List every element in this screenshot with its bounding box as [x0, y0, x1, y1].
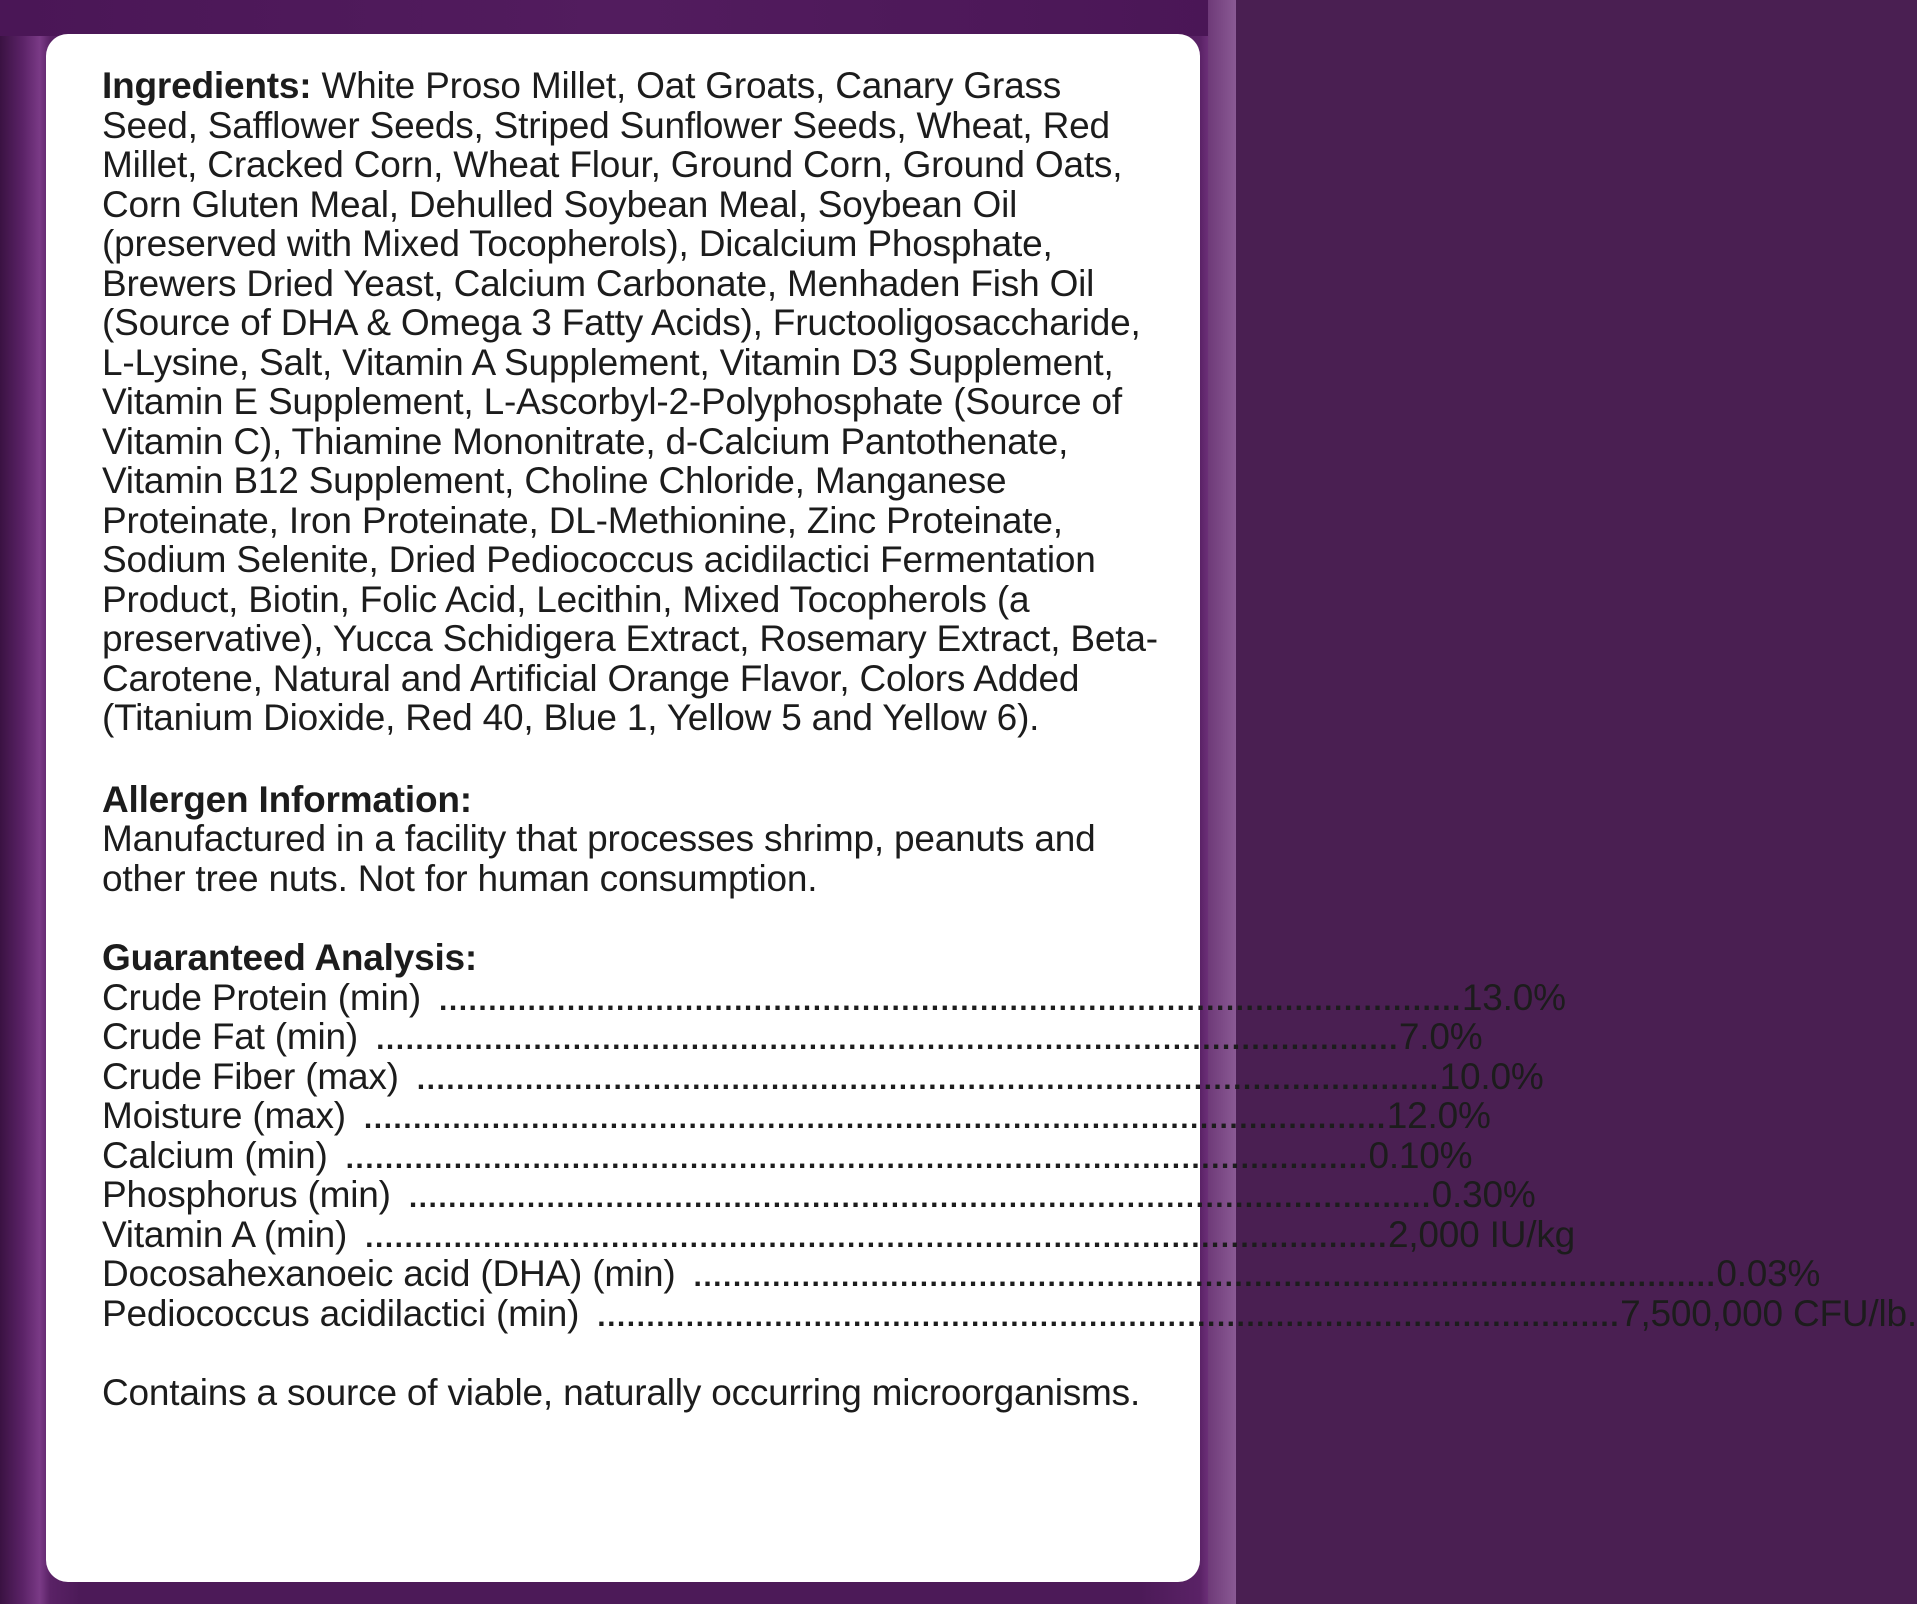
- dot-leader: ........................................................................................................: [376, 1023, 1399, 1056]
- ingredients-text: White Proso Millet, Oat Groats, Canary Grass Seed, Safflower Seeds, Striped Sunflower Seeds, Wheat, Red Millet, Cracked Corn, Wheat Flour, Ground Corn, Ground Oats, Corn Gluten Meal, Dehulled Soybean Meal, Soybean Oil (preserved with Mixed Tocopherols), Dicalcium Phosphate, Brewers Dried Yeast, Calcium Carbonate, Menhaden Fish Oil (Source of DHA & Omega 3 Fatty Acids), Fructooligosaccharide, L-Lysine, Salt, Vitamin A Supplement, Vitamin D3 Supplement, Vitamin E Supplement, L-Ascorbyl-2-Polyphosphate (Source of Vitamin C), Thiamine Mononitrate, d-Calcium Pantothenate, Vitamin B12 Supplement, Choline Chloride, Manganese Proteinate, Iron Proteinate, DL-Methionine, Zinc Proteinate, Sodium Selenite, Dried Pediococcus acidilactici Fermentation Product, Biotin, Folic Acid, Lecithin, Mixed Tocopherols (a preservative), Yucca Schidigera Extract, Rosemary Extract, Beta-Carotene, Natural and Artificial Orange Flavor, Colors Added (Titanium Dioxide, Red 40, Blue 1, Yellow 5 and Yellow 6).: [102, 65, 1158, 738]
- allergen-section: [102, 780, 1160, 899]
- allergen-label: Allergen Information:: [102, 778, 472, 820]
- analysis-name: Docosahexanoeic acid (DHA) (min): [102, 1253, 676, 1294]
- analysis-row: [102, 1174, 1536, 1215]
- dot-leader: ........................................................................................................: [416, 1062, 1440, 1096]
- analysis-row: [102, 1253, 1821, 1294]
- purple-right-strip: [1208, 0, 1236, 1604]
- analysis-name: Moisture (max): [102, 1095, 346, 1136]
- analysis-value: 0.30%: [1431, 1174, 1536, 1215]
- analysis-name: Calcium (min): [102, 1134, 328, 1176]
- analysis-name: Crude Fiber (max): [102, 1055, 399, 1097]
- purple-top-band: [0, 0, 1236, 36]
- footer-note: Contains a source of viable, naturally occurring microorganisms.: [102, 1372, 1141, 1413]
- dot-leader: ........................................................................................................: [365, 1220, 1388, 1254]
- analysis-row: [102, 1134, 1473, 1176]
- allergen-text: Manufactured in a facility that processes shrimp, peanuts and other tree nuts. Not for human consumption.: [102, 818, 1096, 899]
- analysis-row: [102, 1095, 1491, 1136]
- analysis-value: 7,500,000 CFU/lb.: [1620, 1292, 1917, 1334]
- analysis-row: [102, 1213, 1575, 1255]
- analysis-name: Crude Fat (min): [102, 1016, 359, 1057]
- analysis-value: 0.10%: [1368, 1134, 1473, 1176]
- analysis-value: 0.03%: [1716, 1253, 1821, 1294]
- dot-leader: ........................................................................................................: [345, 1141, 1369, 1175]
- analysis-section: [102, 937, 1917, 1334]
- analysis-label: Guaranteed Analysis:: [102, 937, 478, 978]
- analysis-name: Vitamin A (min): [102, 1213, 348, 1255]
- analysis-name: Phosphorus (min): [102, 1174, 391, 1215]
- analysis-row: [102, 1016, 1483, 1057]
- analysis-value: 2,000 IU/kg: [1387, 1213, 1575, 1255]
- analysis-row: [102, 1292, 1917, 1334]
- analysis-row: [102, 976, 1566, 1018]
- ingredients-section: [102, 66, 1160, 738]
- analysis-value: 10.0%: [1439, 1055, 1544, 1097]
- dot-leader: ........................................................................................................: [408, 1181, 1432, 1214]
- dot-leader: ........................................................................................................: [597, 1299, 1621, 1333]
- dot-leader: ........................................................................................................: [363, 1102, 1387, 1135]
- analysis-name: Pediococcus acidilactici (min): [102, 1292, 580, 1334]
- analysis-value: 12.0%: [1386, 1095, 1491, 1136]
- analysis-value: 13.0%: [1461, 976, 1566, 1018]
- label-panel: [46, 34, 1917, 1582]
- analysis-value: 7.0%: [1398, 1016, 1483, 1057]
- analysis-row: [102, 1055, 1544, 1097]
- ingredients-label: Ingredients:: [102, 65, 312, 106]
- analysis-table: [102, 976, 1917, 1334]
- analysis-name: Crude Protein (min): [102, 976, 422, 1018]
- dot-leader: ........................................................................................................: [439, 983, 1462, 1017]
- dot-leader: ........................................................................................................: [693, 1260, 1717, 1293]
